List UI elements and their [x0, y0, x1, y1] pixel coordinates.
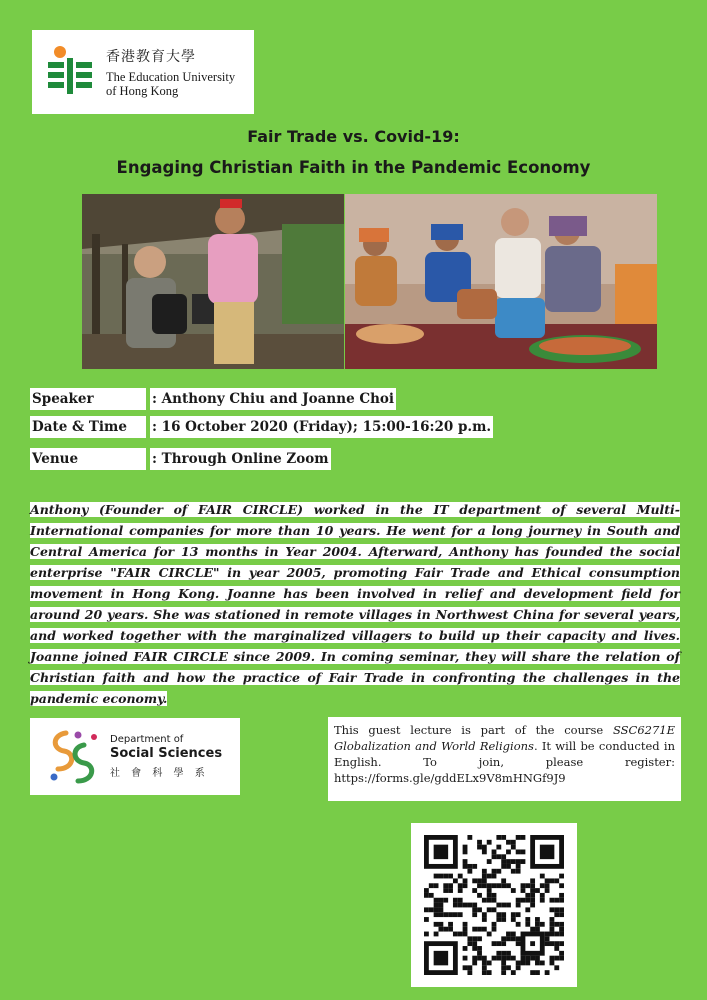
registration-qr-code[interactable]	[411, 823, 577, 987]
course-note-prefix: This guest lecture is part of the course	[334, 723, 613, 737]
datetime-row	[30, 416, 510, 440]
datetime-value: : 16 October 2020 (Friday); 15:00-16:20 p.m.	[150, 416, 493, 438]
university-name-en-2: of Hong Kong	[106, 84, 179, 98]
photo-speaker-with-villager	[82, 194, 344, 369]
social-sciences-emblem-icon	[44, 727, 102, 787]
department-line1: Department of	[110, 734, 184, 745]
speaker-bio	[30, 499, 680, 709]
university-emblem-icon	[44, 42, 100, 102]
photo-women-group	[345, 194, 657, 369]
speaker-row	[30, 388, 510, 412]
event-title-line1: Fair Trade vs. Covid-19:	[247, 127, 460, 146]
course-note	[328, 717, 681, 801]
university-name-zh: 香港教育大學	[106, 50, 196, 65]
venue-value: : Through Online Zoom	[150, 448, 331, 470]
course-code: SSC6271E	[612, 723, 675, 737]
speaker-value: : Anthony Chiu and Joanne Choi	[150, 388, 396, 410]
department-logo	[30, 718, 240, 795]
venue-row	[30, 448, 510, 472]
university-logo	[32, 30, 254, 114]
qr-code-icon[interactable]	[424, 835, 564, 975]
venue-label: Venue	[30, 448, 146, 470]
datetime-label: Date & Time	[30, 416, 146, 438]
department-line3: 社 會 科 學 系	[110, 768, 209, 779]
speaker-label: Speaker	[30, 388, 146, 410]
department-line2: Social Sciences	[110, 746, 223, 761]
course-note-suffix[interactable]: . It will be conducted in English. To join, please register: https://forms.gle/gddELx9V8mHNGf9J9	[334, 739, 675, 785]
course-name: Globalization and World Religions	[334, 739, 534, 753]
event-title-line2: Engaging Christian Faith in the Pandemic Economy	[116, 158, 591, 177]
university-name-en-1: The Education University	[106, 70, 236, 84]
speaker-bio-text: Anthony (Founder of FAIR CIRCLE) worked in the IT department of several Multi-International companies for more than 10 years. He went for a long journey in South and Central America for 13 months in Year 2004. Afterward, Anthony has founded the social enterprise "FAIR CIRCLE" in year 2005, promoting Fair Trade and Ethical consumption movement in Hong Kong. Joanne has been involved in relief and development field for around 20 years. She was stationed in remote villages in Northwest China for several years, and worked together with the marginalized villagers to build up their capacity and lives. Joanne joined FAIR CIRCLE since 2009. In coming seminar, they will share the relation of Christian faith and how the practice of Fair Trade in confronting the challenges in the pandemic economy.	[30, 502, 680, 706]
